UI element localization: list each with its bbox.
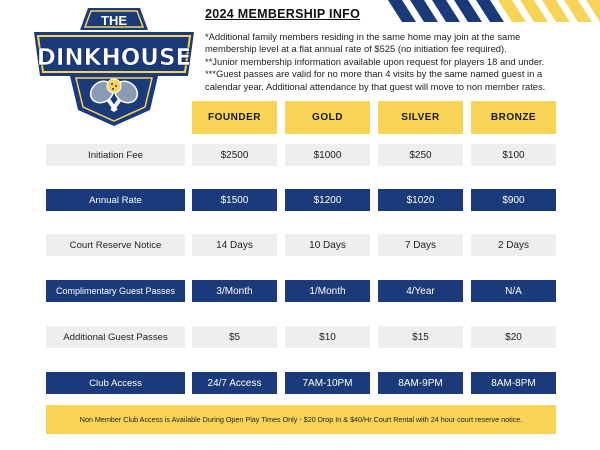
cell-court-founder: 14 Days <box>192 234 277 256</box>
row-label-additional-guest-passes: Additional Guest Passes <box>46 326 185 348</box>
dinkhouse-logo <box>30 6 198 128</box>
cell-annual-founder: $1500 <box>192 189 277 211</box>
row-label-complimentary-guest-passes: Complimentary Guest Passes <box>46 280 185 302</box>
non-member-footer: Non Member Club Access is Available During Open Play Times Only - $20 Drop In & $40/Hr Court Rental with 24 hour court reserve notice. <box>46 405 556 434</box>
cell-access-founder: 24/7 Access <box>192 372 277 394</box>
cell-court-bronze: 2 Days <box>471 234 556 256</box>
note-line: ***Guest passes are valid for no more than 4 visits by the same named guest in a <box>205 68 543 80</box>
note-line: **Junior membership information available upon request for players 18 and under. <box>205 55 545 67</box>
cell-addl-gold: $10 <box>285 326 370 348</box>
decorative-stripes <box>380 0 600 22</box>
row-label-court-reserve-notice: Court Reserve Notice <box>46 234 185 256</box>
cell-access-silver: 8AM-9PM <box>378 372 463 394</box>
logo-main-text: DINKHOUSE <box>36 45 192 71</box>
cell-addl-bronze: $20 <box>471 326 556 348</box>
cell-addl-founder: $5 <box>192 326 277 348</box>
note-line: calendar year. Additional attendance by that guest will move to non member rates. <box>205 80 546 92</box>
logo-top-text: THE <box>101 13 127 28</box>
row-label-club-access: Club Access <box>46 372 185 394</box>
row-label-annual-rate: Annual Rate <box>46 189 185 211</box>
cell-initiation-founder: $2500 <box>192 144 277 166</box>
cell-initiation-silver: $250 <box>378 144 463 166</box>
membership-notes <box>205 31 597 93</box>
cell-annual-gold: $1200 <box>285 189 370 211</box>
row-label-initiation-fee: Initiation Fee <box>46 144 185 166</box>
cell-addl-silver: $15 <box>378 326 463 348</box>
tier-header-silver: SILVER <box>378 101 463 134</box>
page-title: 2024 MEMBERSHIP INFO <box>205 7 361 21</box>
cell-access-gold: 7AM-10PM <box>285 372 370 394</box>
note-line: *Additional family members residing in the same home may join at the same <box>205 31 521 42</box>
cell-initiation-bronze: $100 <box>471 144 556 166</box>
cell-court-silver: 7 Days <box>378 234 463 256</box>
cell-court-gold: 10 Days <box>285 234 370 256</box>
cell-comp-founder: 3/Month <box>192 280 277 302</box>
cell-comp-gold: 1/Month <box>285 280 370 302</box>
cell-access-bronze: 8AM-8PM <box>471 372 556 394</box>
cell-annual-silver: $1020 <box>378 189 463 211</box>
cell-comp-silver: 4/Year <box>378 280 463 302</box>
cell-comp-bronze: N/A <box>471 280 556 302</box>
tier-header-bronze: BRONZE <box>471 101 556 134</box>
cell-initiation-gold: $1000 <box>285 144 370 166</box>
tier-header-founder: FOUNDER <box>192 101 277 134</box>
tier-header-gold: GOLD <box>285 101 370 134</box>
cell-annual-bronze: $900 <box>471 189 556 211</box>
note-line: membership level at a flat annual rate of $525 (no initiation fee required). <box>205 43 507 55</box>
